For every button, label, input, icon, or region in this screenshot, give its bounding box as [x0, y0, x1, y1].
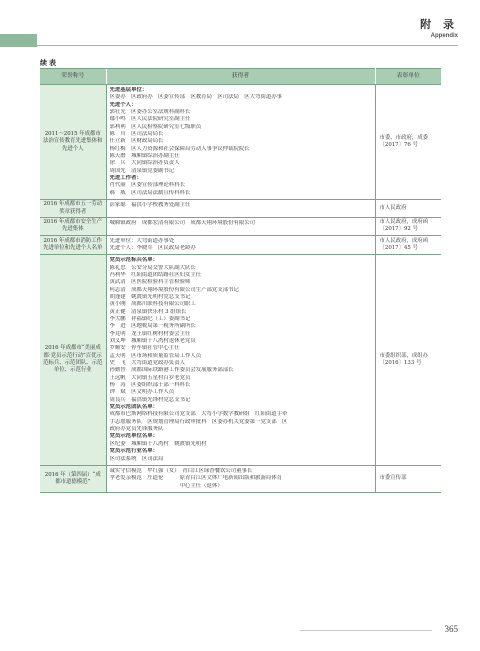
- recipient-line: 周国先 清泉镇党委副书记: [109, 167, 175, 174]
- recipient-line: 肖代丽 区委宣传部理论科科长: [109, 182, 185, 189]
- recipient-line: 先进单位：大弯街道办事处: [109, 237, 175, 244]
- recipient-line: 刘义坤 城厢镇十八湾村退休老党员: [109, 338, 196, 344]
- recipient-category: 党员示范行业名单：: [109, 448, 159, 455]
- table-header-row: [40, 69, 441, 85]
- honors-table-wrap: [40, 68, 441, 493]
- honor-name-cell: 2011～2015 年成都市法治宣传教育先进集体和先进个人: [40, 85, 106, 200]
- recipient-line: 手志愿服务队 区规划管理局行政审批科 区委办机关党委第一党支部 区: [109, 418, 288, 425]
- recipient-category: 先进工作者：: [109, 175, 142, 182]
- recipient-cell: [106, 200, 375, 218]
- recipient-line: 鄢小鸣 区人民法院研究室副主任: [109, 116, 191, 123]
- recipient-line: 孙勤智 成都国际铁路港工作委员会发展服务部部长: [109, 367, 234, 374]
- page-number: 365: [444, 624, 458, 634]
- recipient-cell: [106, 85, 375, 200]
- table-row: [40, 217, 441, 235]
- honor-name-cell: 2016 年（第四届）“成都市道德模范”: [40, 465, 106, 492]
- awarding-unit-cell: 市委组织部，成组办〔2016〕133 号: [375, 255, 441, 466]
- recipient-line: 黄武清 区医院检验科主管检验师: [109, 279, 191, 286]
- recipient-line: 李 进 区地税局第一税务所副所长: [109, 323, 196, 330]
- recipient-line: 陈天磨 城厢镇综治办副主任: [109, 153, 180, 160]
- recipient-category: 党员示范标兵名单：: [109, 257, 159, 264]
- col-header-unit: 表彰单位: [375, 69, 441, 85]
- recipient-category: 党员示范团队名单：: [109, 404, 159, 411]
- page-header: [420, 16, 458, 39]
- header-accent-bar: [0, 34, 37, 47]
- recipient-line: 彭家聪 福洪小学校教务处副主任: [109, 202, 191, 209]
- recipient-line: 杨 涛 区委组织部干部一科科长: [109, 382, 191, 389]
- recipient-category: 先进个人：: [109, 101, 137, 108]
- footer-rule: [300, 630, 432, 631]
- recipient-line: 李竞明 龙王镇红树村村委会主任: [109, 330, 191, 337]
- honor-name-cell: 2016 年成都市安全生产先进集体: [40, 217, 106, 235]
- recipient-line: 周良兵 福洪镇先锋村党总支书记: [109, 396, 191, 403]
- recipient-line: 诚实守信模范 牟红强（女） 青白江区绿香餐饮公司董事长: [109, 467, 253, 474]
- recipient-category: 党员示范单位名单：: [109, 433, 159, 440]
- recipient-line: 胡蓬建 姚渡镇光明村党总支书记: [109, 293, 191, 300]
- honor-name-cell: 2016 年成都市五一劳动奖章获得者: [40, 200, 106, 218]
- honors-table: [40, 68, 441, 493]
- awarding-unit-cell: 市人民政府，成府函〔2017〕45 号: [375, 235, 441, 255]
- honor-name-cell: 2016 年成都市“美丽成都·党员示范行动”百优示范标兵、示范团队、示范单位、示范行业: [40, 255, 106, 466]
- recipient-line: 郭壮光 区委办公室法规科副科长: [109, 109, 191, 116]
- recipient-line: 钟 斌 区文明办工作人员: [109, 389, 175, 396]
- recipient-cell: [106, 465, 375, 492]
- recipient-line: 区司法系统 区司法局: [109, 455, 164, 462]
- awarding-unit-cell: 市委宣传部: [375, 465, 441, 492]
- recipient-line: 徐 兵 大同镇综治办负责人: [109, 160, 180, 167]
- recipient-line: 郭利利 区人民检察院研究室七级职员: [109, 123, 202, 130]
- recipient-cell: [106, 217, 375, 235]
- table-row: [40, 235, 441, 255]
- recipient-line: 孝老爱亲模范 庄道伦 原青白江区文体广电新闻出版和旅游局体育: [109, 475, 283, 482]
- recipient-line: 任立新 区财政局局长: [109, 138, 164, 145]
- continued-label: 续 表: [40, 60, 56, 67]
- recipient-line: 何志清 成都天翔环境股份有限公司生产部党支部书记: [109, 286, 239, 293]
- header-rule: [37, 45, 458, 46]
- awarding-unit-cell: 市委、市政府，成委〔2017〕76 号: [375, 85, 441, 200]
- awarding-unit-cell: 市人民政府，成府函〔2017〕92 号: [375, 217, 441, 235]
- recipient-line: 陈 川 区司法局局长: [109, 131, 164, 138]
- table-row: [40, 465, 441, 492]
- awarding-unit-cell: 市人民政府: [375, 200, 441, 218]
- recipient-line: 黄正健 清泉镇快乐村 3 组组长: [109, 308, 187, 315]
- recipient-line: 杨红梅 区人力资源和社会保障局劳动人事争议仲裁院院长: [109, 145, 250, 152]
- table-row: [40, 85, 441, 200]
- recipient-category: 先进基层单位：: [109, 87, 148, 93]
- table-body: [40, 85, 441, 493]
- table-row: [40, 255, 441, 466]
- recipient-line: 孟天明 区市场和质量监管局工作人员: [109, 352, 202, 359]
- recipient-line: 政府办党员先锋服务队: [109, 426, 164, 433]
- recipient-line: 城厢镇政府 成都宏清有限公司 成都天翔环境股份有限公司: [109, 219, 256, 226]
- col-header-honor: 荣誉称号: [40, 69, 106, 85]
- table-row: [40, 200, 441, 218]
- honor-name-cell: 2016 年成都市消防工作先进单位和先进个人名单: [40, 235, 106, 255]
- recipient-line: 李大鹏 祥福镇纪（工）委副书记: [109, 315, 191, 322]
- recipient-line: 冯利华 红阳街道团结路社区妇女主任: [109, 271, 202, 278]
- recipient-line: 郝 威 区司法局法制宣传科科长: [109, 189, 191, 196]
- appendix-subtitle: Appendix: [430, 33, 458, 39]
- recipient-line: 区委办 区政府办 区委宣传部 区教育局 区司法局 区大弯街道办事: [109, 94, 283, 101]
- recipient-cell: [106, 235, 375, 255]
- recipient-line: 王远帆 大同镇五星村百岁老党员: [109, 374, 191, 381]
- appendix-title: 附 录: [420, 18, 458, 31]
- recipient-line: 罗顺安 停车镇社管中心主任: [109, 345, 180, 352]
- recipient-line: 成都市巴斯网络科技有限公司党支部 大弯小学数学教研组 红阳街道手牵: [109, 411, 288, 418]
- recipient-line: 黄小刚 成都川联科技有限公司职工: [109, 301, 196, 308]
- recipient-line: 先进个人：李晓军 区民政局老龄办: [109, 244, 196, 251]
- recipient-line: 史 飞 大弯街道党政办负责人: [109, 360, 185, 367]
- recipient-line: 区纪委 城厢镇十八湾村 姚渡镇光明村: [109, 440, 207, 447]
- recipient-line: 陈礼忠 公安分局交警大队副大队长: [109, 264, 196, 271]
- col-header-recipient: 获得者: [106, 69, 375, 85]
- recipient-line: 中心主任（退休）: [109, 482, 223, 489]
- recipient-cell: [106, 255, 375, 466]
